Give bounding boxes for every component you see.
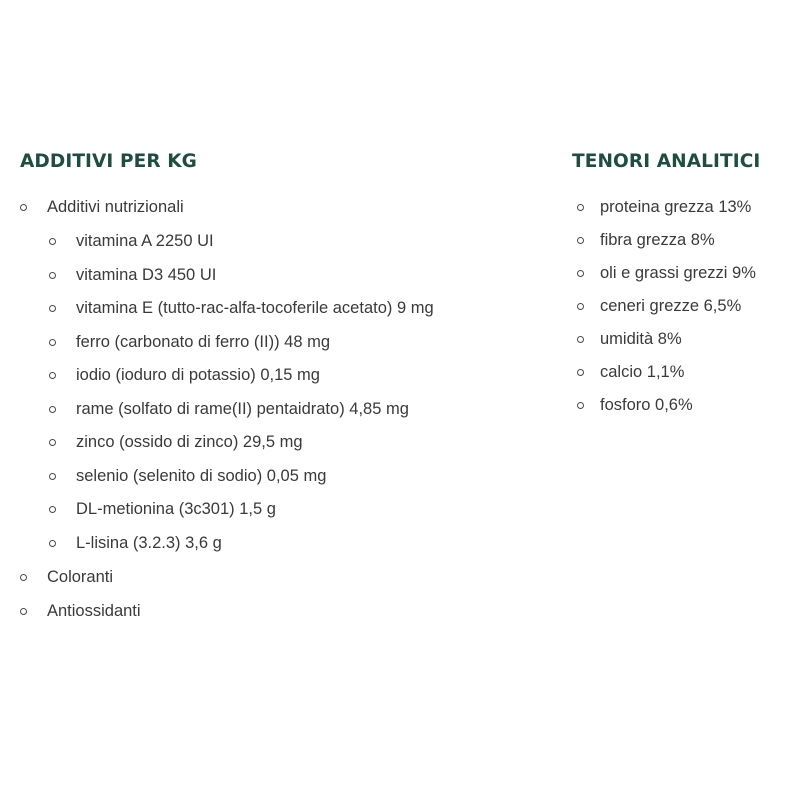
list-item	[577, 295, 792, 317]
list-item	[49, 364, 550, 386]
list-item	[49, 331, 550, 353]
list-item	[49, 465, 550, 487]
list-item-label: vitamina A 2250 UI	[76, 232, 214, 250]
bullet-icon	[49, 238, 56, 245]
bullet-icon	[49, 439, 56, 446]
bullet-icon	[577, 369, 584, 376]
list-item	[49, 297, 550, 319]
bullet-icon	[577, 303, 584, 310]
list-item	[49, 230, 550, 252]
list-item-label: DL-metionina (3c301) 1,5 g	[76, 500, 276, 518]
list-item	[577, 394, 792, 416]
list-item-label: iodio (ioduro di potassio) 0,15 mg	[76, 366, 320, 384]
bullet-icon	[577, 204, 584, 211]
additivi-section	[20, 150, 550, 634]
tenori-list	[577, 196, 792, 416]
list-item	[49, 532, 550, 554]
list-item	[577, 361, 792, 383]
bullet-icon	[49, 473, 56, 480]
list-item-label: selenio (selenito di sodio) 0,05 mg	[76, 466, 327, 485]
bullet-icon	[577, 237, 584, 244]
list-item	[49, 431, 550, 453]
list-item-antiossidanti	[20, 600, 550, 622]
nutrizionali-sublist	[49, 230, 550, 554]
bullet-icon	[49, 506, 56, 513]
list-item-label: Additivi nutrizionali	[47, 198, 184, 216]
list-item-label: fosforo 0,6%	[600, 396, 693, 414]
list-item	[49, 498, 550, 520]
list-item-label: L-lisina (3.2.3) 3,6 g	[76, 533, 222, 552]
bullet-icon	[49, 540, 56, 547]
additivi-heading: ADDITIVI PER KG	[20, 151, 197, 172]
list-item	[577, 229, 792, 251]
list-item-label: oli e grassi grezzi 9%	[600, 264, 756, 282]
list-item-label: proteina grezza 13%	[600, 198, 752, 216]
list-item-label: vitamina E (tutto-rac-alfa-tocoferile acetato) 9 mg	[76, 299, 434, 317]
list-item-additivi-nutrizionali	[20, 196, 550, 554]
list-item-label: calcio 1,1%	[600, 363, 685, 381]
bullet-icon	[20, 608, 27, 615]
bullet-icon	[577, 336, 584, 343]
list-item	[577, 262, 792, 284]
list-item-label: Antiossidanti	[47, 601, 141, 620]
list-item-label: fibra grezza 8%	[600, 231, 715, 249]
list-item	[49, 264, 550, 286]
bullet-icon	[577, 402, 584, 409]
list-item	[577, 328, 792, 350]
tenori-section	[572, 150, 792, 427]
list-item-label: umidità 8%	[600, 330, 682, 348]
tenori-heading: TENORI ANALITICI	[572, 151, 761, 172]
list-item-label: rame (solfato di rame(II) pentaidrato) 4,85 mg	[76, 399, 409, 418]
bullet-icon	[20, 574, 27, 581]
list-item	[49, 398, 550, 420]
bullet-icon	[49, 406, 56, 413]
bullet-icon	[49, 305, 56, 312]
additivi-list	[20, 196, 550, 622]
list-item-label: ferro (carbonato di ferro (II)) 48 mg	[76, 332, 331, 351]
list-item	[577, 196, 792, 218]
bullet-icon	[49, 372, 56, 379]
list-item-label: Coloranti	[47, 567, 114, 586]
bullet-icon	[49, 272, 56, 279]
list-item-coloranti	[20, 566, 550, 588]
list-item-label: ceneri grezze 6,5%	[600, 297, 742, 315]
list-item-label: zinco (ossido di zinco) 29,5 mg	[76, 433, 303, 451]
list-item-label: vitamina D3 450 UI	[76, 265, 217, 284]
bullet-icon	[577, 270, 584, 277]
bullet-icon	[20, 204, 27, 211]
bullet-icon	[49, 339, 56, 346]
